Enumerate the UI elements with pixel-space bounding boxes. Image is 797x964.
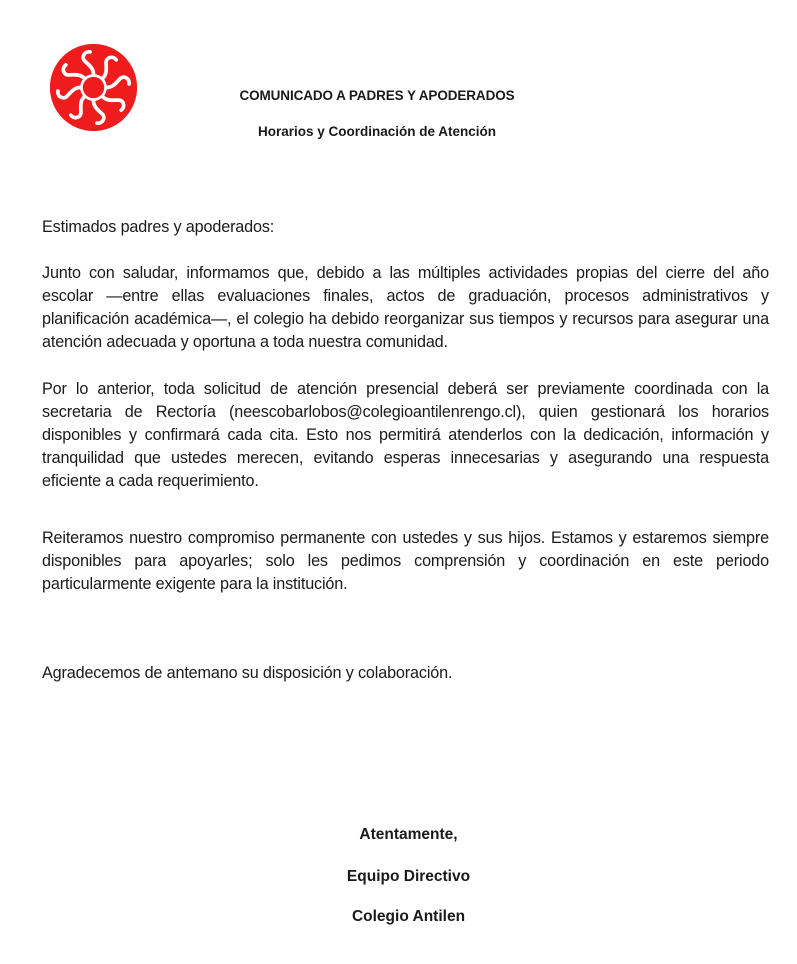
- signature-salutation: Atentamente,: [359, 826, 458, 843]
- letter-paragraph: Por lo anterior, toda solicitud de atención presencial deberá ser previamente coordinada con la secretaria de Rectoría (neescobarlobos@colegioantilenrengo.cl), quien gestionará los horarios disponibles y confirmará cada cita. Esto nos permitirá atenderlos con la dedicación, información y tranquilidad que ustedes merecen, evitando esperas innecesarias y asegurando una respuesta eficiente a cada requerimiento.: [42, 380, 769, 490]
- letter-greeting: Estimados padres y apoderados:: [42, 218, 275, 236]
- document-subtitle: Horarios y Coordinación de Atención: [257, 124, 497, 139]
- signature-school: Colegio Antilen: [351, 908, 466, 925]
- letter-closing: Agradecemos de antemano su disposición y colaboración.: [42, 664, 453, 682]
- document-title: COMUNICADO A PADRES Y APODERADOS: [239, 88, 515, 103]
- signature-team: Equipo Directivo: [346, 868, 471, 885]
- letter-paragraph: Junto con saludar, informamos que, debido a las múltiples actividades propias del cierre del año escolar —entre ellas evaluaciones finales, actos de graduación, procesos administrativos y planificación académica—, el colegio ha debido reorganizar sus tiempos y recursos para asegurar una atención adecuada y oportuna a toda nuestra comunidad.: [42, 264, 769, 351]
- letter-paragraph: Reiteramos nuestro compromiso permanente con ustedes y sus hijos. Estamos y estaremos siempre disponibles para apoyarles; solo les pedimos comprensión y coordinación en este periodo particularmente exigente para la institución.: [42, 529, 769, 593]
